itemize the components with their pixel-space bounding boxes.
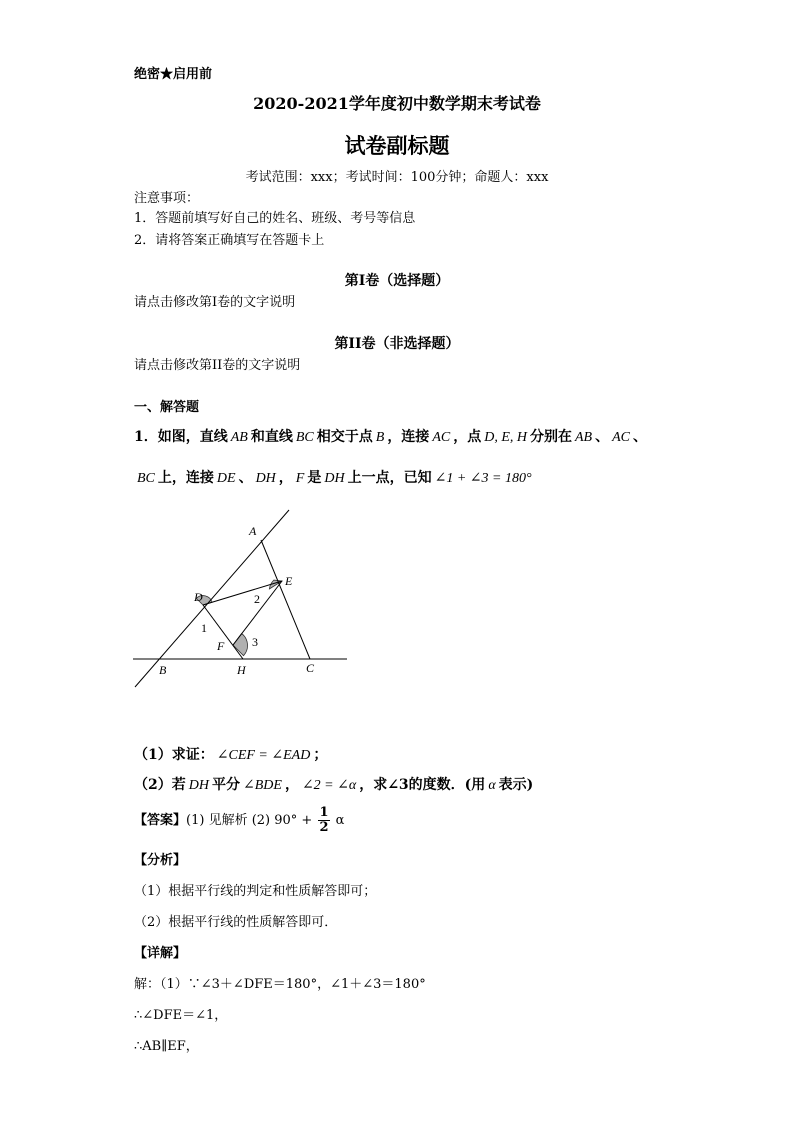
label-d: D xyxy=(194,590,203,604)
angle-3-arc xyxy=(233,634,248,656)
math-run: ∠BDE xyxy=(242,778,282,793)
answer-label: 【答案】 xyxy=(134,813,187,828)
math-run: ∠1 + ∠3 = 180° xyxy=(434,471,532,486)
label-f: F xyxy=(217,639,225,653)
detail-line: ∴∠DFE＝∠1， xyxy=(134,1008,228,1023)
fraction-numerator: 1 xyxy=(319,805,329,820)
text-run: ，连接 xyxy=(387,429,430,445)
exam-info: 考试范围：xxx；考试时间：100分钟；命题人：xxx xyxy=(245,170,549,185)
answer-line xyxy=(134,806,344,835)
answer-text: (1) 见解析 (2) 90° + xyxy=(186,813,317,828)
answer-tail: α xyxy=(331,813,345,828)
text-run: 、 xyxy=(595,429,610,445)
label-h: H xyxy=(237,663,246,677)
notice-item: 1．答题前填写好自己的姓名、班级、考号等信息 xyxy=(134,211,416,226)
math-run: DE xyxy=(216,471,236,486)
text-run: ，点 xyxy=(453,429,482,445)
analysis-label: 【分析】 xyxy=(134,853,187,868)
text-run: 上，连接 xyxy=(157,470,214,486)
label-e: E xyxy=(285,574,293,588)
math-run: AB xyxy=(230,430,248,445)
text-run: 上一点，已知 xyxy=(347,470,432,486)
text-run: 是 xyxy=(307,470,322,486)
analysis-line: （2）根据平行线的性质解答即可． xyxy=(134,915,338,930)
answer-fraction xyxy=(318,806,329,835)
text-run: ， xyxy=(278,470,293,486)
geometry-figure xyxy=(125,505,365,695)
question-part-2 xyxy=(134,774,533,794)
question-line-1 xyxy=(134,426,647,446)
text-run: 平分 xyxy=(211,777,240,793)
notice-heading: 注意事项： xyxy=(134,191,200,206)
exam-subtitle: 试卷副标题 xyxy=(344,133,450,158)
part2-desc: 请点击修改第II卷的文字说明 xyxy=(134,358,301,373)
question-line-2 xyxy=(134,467,535,487)
label-c: C xyxy=(306,661,315,675)
label-b: B xyxy=(159,663,167,677)
label-angle-1: 1 xyxy=(201,621,207,635)
text-run: ， xyxy=(284,777,299,793)
math-run: α xyxy=(488,778,496,793)
label-angle-2: 2 xyxy=(254,592,260,606)
text-run: （2）若 xyxy=(134,777,186,793)
secret-label: 绝密★启用前 xyxy=(134,67,213,82)
math-run: AC xyxy=(432,430,451,445)
line-ab xyxy=(135,510,289,687)
part1-title: 第I卷（选择题） xyxy=(344,273,450,289)
label-angle-3: 3 xyxy=(252,635,258,649)
text-run: 、 xyxy=(632,429,647,445)
text-run: ，求∠3的度数．(用 xyxy=(359,777,486,793)
text-run: ； xyxy=(313,747,328,763)
part2-title: 第II卷（非选择题） xyxy=(334,336,460,352)
text-run: 分别在 xyxy=(529,429,572,445)
math-run: BC xyxy=(295,430,314,445)
math-run: DH xyxy=(188,778,209,793)
text-run: 表示) xyxy=(498,777,534,793)
math-run: DH xyxy=(324,471,345,486)
math-run: AC xyxy=(612,430,630,445)
part1-desc: 请点击修改第I卷的文字说明 xyxy=(134,295,296,310)
segment-de xyxy=(203,581,282,605)
text-run: 相交于点 xyxy=(316,429,373,445)
math-run: BC xyxy=(137,471,155,486)
math-run: DH xyxy=(255,471,276,486)
math-run: ∠2 = ∠α xyxy=(301,778,357,793)
analysis-line: （1）根据平行线的判定和性质解答即可； xyxy=(134,884,377,899)
fraction-denominator: 2 xyxy=(319,820,329,835)
text-run: 1．如图，直线 xyxy=(134,429,228,445)
label-a: A xyxy=(249,524,257,538)
text-run: 、 xyxy=(238,470,253,486)
math-run: D, E, H xyxy=(484,430,527,445)
detail-label: 【详解】 xyxy=(134,946,187,961)
question-part-1 xyxy=(134,744,327,764)
math-run: B xyxy=(375,430,385,445)
math-run: F xyxy=(295,471,305,486)
section-title: 一、解答题 xyxy=(134,400,200,415)
detail-line: 解：（1）∵∠3＋∠DFE＝180°，∠1＋∠3＝180° xyxy=(134,977,426,992)
text-run: 和直线 xyxy=(250,429,293,445)
text-run: （1）求证： xyxy=(134,747,214,763)
detail-line: ∴AB∥EF， xyxy=(134,1039,199,1054)
exam-title: 2020-2021学年度初中数学期末考试卷 xyxy=(253,94,541,113)
math-run: ∠CEF = ∠EAD xyxy=(216,748,311,763)
math-run: AB xyxy=(574,430,593,445)
notice-item: 2．请将答案正确填写在答题卡上 xyxy=(134,233,325,248)
